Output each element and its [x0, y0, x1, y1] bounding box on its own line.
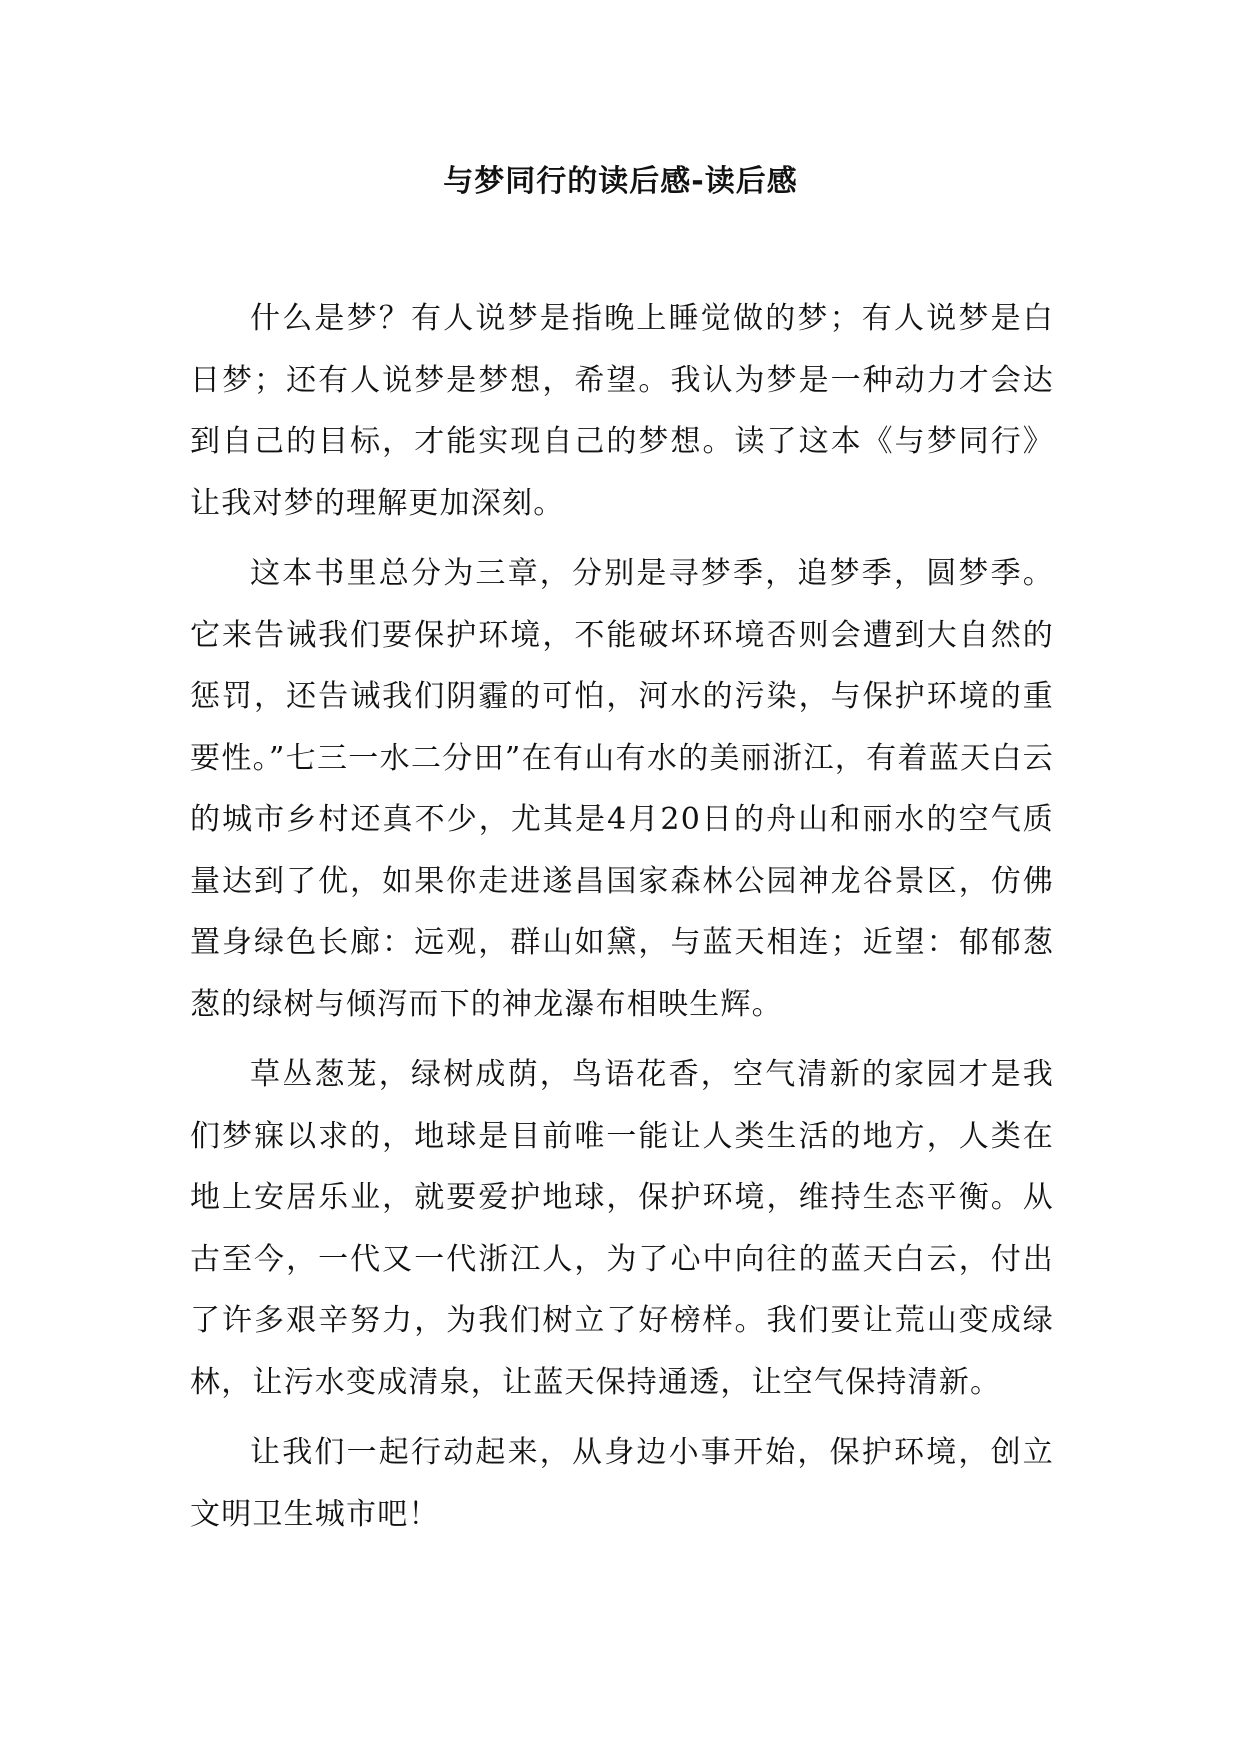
document-title: 与梦同行的读后感-读后感 [443, 164, 798, 199]
document-body [190, 288, 1054, 1554]
body-paragraph: 什么是梦？有人说梦是指晚上睡觉做的梦；有人说梦是白日梦；还有人说梦是梦想，希望。我认为梦是一种动力才会达到自己的目标，才能实现自己的梦想。读了这本《与梦同行》让我对梦的理解更加深刻。 [190, 301, 1054, 521]
body-paragraph: 草丛葱茏，绿树成荫，鸟语花香，空气清新的家园才是我们梦寐以求的，地球是目前唯一能让人类生活的地方，人类在地上安居乐业，就要爱护地球，保护环境，维持生态平衡。从古至今，一代又一代浙江人，为了心中向往的蓝天白云，付出了许多艰辛努力，为我们树立了好榜样。我们要让荒山变成绿林，让污水变成清泉，让蓝天保持通透，让空气保持清新。 [190, 1057, 1054, 1400]
body-paragraph: 让我们一起行动起来，从身边小事开始，保护环境，创立文明卫生城市吧！ [190, 1435, 1054, 1532]
body-paragraph: 这本书里总分为三章，分别是寻梦季，追梦季，圆梦季。它来告诫我们要保护环境，不能破坏环境否则会遭到大自然的惩罚，还告诫我们阴霾的可怕，河水的污染，与保护环境的重要性。”七三一水二分田”在有山有水的美丽浙江，有着蓝天白云的城市乡村还真不少，尤其是4月20日的舟山和丽水的空气质量达到了优，如果你走进遂昌国家森林公园神龙谷景区，仿佛置身绿色长廊：远观，群山如黛，与蓝天相连；近望：郁郁葱葱的绿树与倾泻而下的神龙瀑布相映生辉。 [190, 556, 1054, 1022]
